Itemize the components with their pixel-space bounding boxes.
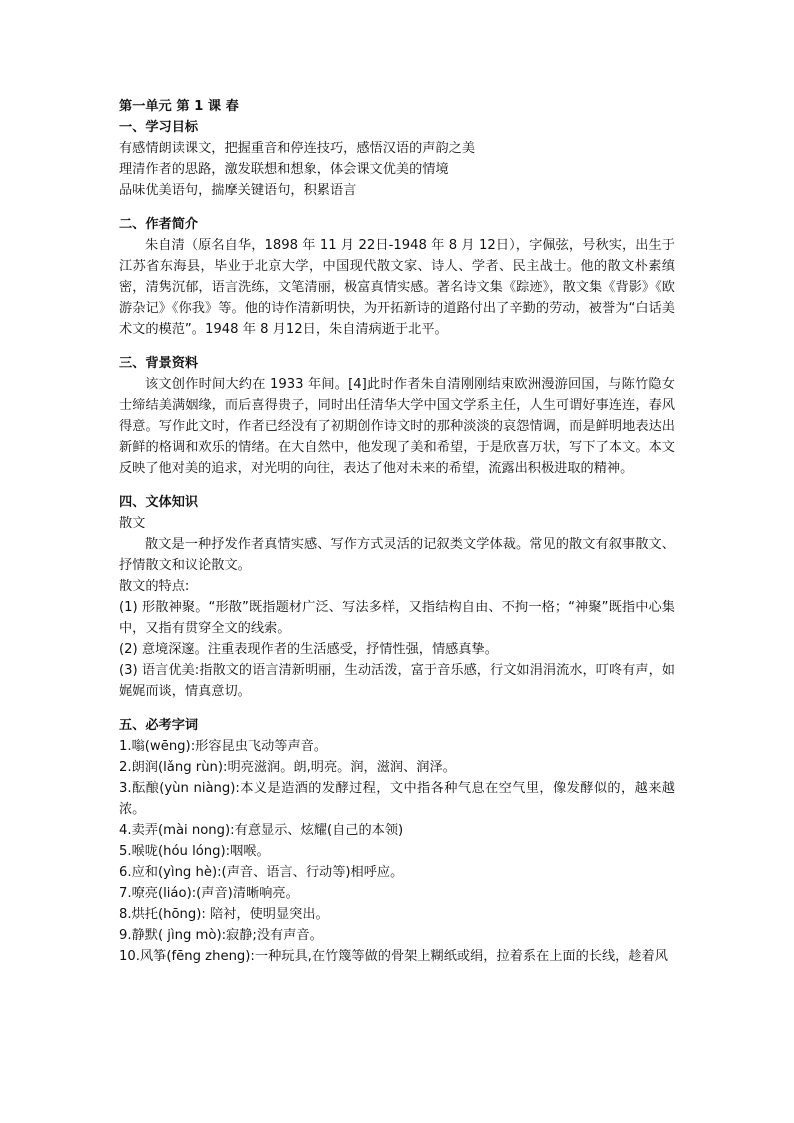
vocab-item: 7.嘹亮(liáo):(声音)清晰响亮。 [119, 886, 299, 901]
vocab-item: 2.朗润(lǎng rùn):明亮滋润。朗,明亮。润，滋润、润泽。 [119, 760, 456, 775]
goal-line: 有感情朗读课文，把握重音和停连技巧，感悟汉语的声韵之美 [119, 141, 476, 156]
feature-item: (2) 意境深邃。注重表现作者的生活感受，抒情性强，情感真挚。 [119, 642, 498, 657]
feature-item: (3) 语言优美:指散文的语言清新明丽，生动活泼，富于音乐感，行文如涓涓流水，叮咚有声，如娓娓而谈，情真意切。 [119, 663, 675, 699]
vocab-item: 8.烘托(hōng): 陪衬，使明显突出。 [119, 907, 329, 922]
section-heading-author: 二、作者简介 [119, 217, 199, 232]
vocab-item: 1.嗡(wēng):形容昆虫飞动等声音。 [119, 739, 328, 754]
features-label: 散文的特点: [119, 579, 190, 594]
vocab-item: 10.风筝(fēng zheng):一种玩具,在竹篾等做的骨架上糊纸或绢，拉着系在上面的长线，趁着风 [119, 949, 668, 964]
vocab-item: 3.酝酿(yùn niàng):本义是造酒的发酵过程，文中指各种气息在空气里，像发酵似的，越来越浓。 [119, 781, 675, 817]
feature-item: (1) 形散神聚。“形散”既指题材广泛、写法多样，又指结构自由、不拘一格；“神聚”既指中心集中，又指有贯穿全文的线索。 [119, 600, 675, 636]
section-heading-background: 三、背景资料 [119, 356, 199, 371]
vocab-item: 5.喉咙(hóu lóng):咽喉。 [119, 844, 270, 859]
section-heading-vocabulary: 五、必考字词 [119, 718, 199, 733]
document-page [119, 96, 675, 967]
lesson-title: 第一单元 第 1 课 春 [119, 99, 239, 114]
genre-subheading: 散文 [119, 516, 146, 531]
vocab-item: 6.应和(yìng hè):(声音、语言、行动等)相呼应。 [119, 865, 404, 880]
section-heading-goals: 一、学习目标 [119, 120, 199, 135]
section-heading-genre: 四、文体知识 [119, 495, 199, 510]
goal-line: 理清作者的思路，激发联想和想象，体会课文优美的情境 [119, 162, 449, 177]
vocab-item: 9.静默( jìng mò):寂静;没有声音。 [119, 928, 323, 943]
background-paragraph: 该文创作时间大约在 1933 年间。[4]此时作者朱自清刚刚结束欧洲漫游回国，与陈竹隐女士缔结美满姻缘，而后喜得贵子，同时出任清华大学中国文学系主任，人生可谓好事连连，春风得意。写作此文时，作者已经没有了初期创作诗文时的那种淡淡的哀怨情调，而是鲜明地表达出新鲜的格调和欢乐的情绪。在大自然中，他发现了美和希望，于是欣喜万状，写下了本文。本文反映了他对美的追求，对光明的向往，表达了他对未来的希望，流露出积极进取的精神。 [119, 377, 675, 476]
author-paragraph: 朱自清（原名自华，1898 年 11 月 22日-1948 年 8 月 12日），字佩弦，号秋实，出生于江苏省东海县，毕业于北京大学，中国现代散文家、诗人、学者、民主战士。他的散文朴素缜密，清隽沉郁，语言洗练，文笔清丽，极富真情实感。著名诗文集《踪迹》，散文集《背影》《欧游杂记》《你我》等。他的诗作清新明快，为开拓新诗的道路付出了辛勤的劳动，被誉为“白话美术文的模范”。1948 年 8 月12日，朱自清病逝于北平。 [119, 238, 675, 337]
goal-line: 品味优美语句，揣摩关键语句，积累语言 [119, 183, 357, 198]
genre-paragraph: 散文是一种抒发作者真情实感、写作方式灵活的记叙类文学体裁。常见的散文有叙事散文、抒情散文和议论散文。 [119, 537, 675, 573]
vocab-item: 4.卖弄(mài nong):有意显示、炫耀(自己的本领) [119, 823, 404, 838]
